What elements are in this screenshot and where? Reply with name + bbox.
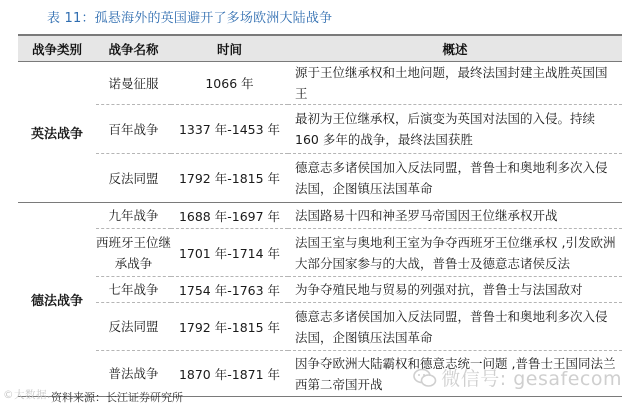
war-time-cell: 1870 年-1871 年 xyxy=(171,351,288,397)
table-row xyxy=(18,154,622,203)
table-row xyxy=(18,277,622,303)
war-time-cell: 1066 年 xyxy=(171,62,288,105)
wechat-icon xyxy=(413,368,437,388)
war-name-cell: 诺曼征服 xyxy=(96,62,171,105)
wechat-watermark xyxy=(413,364,622,391)
table-row xyxy=(18,105,622,154)
table-caption: 表 11：孤悬海外的英国避开了多场欧洲大陆战争 xyxy=(47,11,333,26)
table-row xyxy=(18,229,622,277)
war-time-cell: 1754 年-1763 年 xyxy=(171,277,288,303)
header-time: 时间 xyxy=(171,35,288,62)
war-summary-cell: 法国路易十四和神圣罗马帝国因王位继承权开战 xyxy=(288,203,622,229)
war-summary-cell: 德意志多诸侯国加入反法同盟，普鲁士和奥地利多次入侵法国，企图镇压法国革命 xyxy=(288,154,622,203)
war-name-cell: 九年战争 xyxy=(96,203,171,229)
war-time-cell: 1792 年-1815 年 xyxy=(171,154,288,203)
table-row xyxy=(18,62,622,105)
war-time-cell: 1701 年-1714 年 xyxy=(171,229,288,277)
header-name: 战争名称 xyxy=(96,35,171,62)
war-name-cell: 七年战争 xyxy=(96,277,171,303)
war-summary-cell: 法国王室与奥地利王室为争夺西班牙王位继承权 ,引发欧洲大部分国家参与的大战，普鲁士及德意志诸侯反法 xyxy=(288,229,622,277)
war-summary-cell: 源于王位继承权和土地问题，最终法国封建主战胜英国国王 xyxy=(288,62,622,105)
category-cell: 德法战争 xyxy=(18,203,96,397)
war-time-cell: 1792 年-1815 年 xyxy=(171,303,288,351)
war-summary-cell: 德意志多诸侯国加入反法同盟，普鲁士和奥地利多次入侵法国，企图镇压法国革命 xyxy=(288,303,622,351)
wars-table xyxy=(18,34,622,397)
war-summary-cell: 最初为王位继承权，后演变为英国对法国的入侵。持续 160 多年的战争，最终法国获胜 xyxy=(288,105,622,154)
war-name-cell: 反法同盟 xyxy=(96,303,171,351)
header-category: 战争类别 xyxy=(18,35,96,62)
war-name-cell: 普法战争 xyxy=(96,351,171,397)
war-time-cell: 1688 年-1697 年 xyxy=(171,203,288,229)
table-header-row xyxy=(18,35,622,62)
table-row xyxy=(18,303,622,351)
corner-watermark: ©大数据... xyxy=(3,389,59,401)
war-summary-cell: 因争夺欧洲大陆霸权和德意志统一问题 ,普鲁士王国同法兰西第二帝国开战 xyxy=(288,351,622,397)
wechat-id-text: 微信号: gesafecom xyxy=(441,368,622,390)
war-name-cell: 西班牙王位继承战争 xyxy=(96,229,171,277)
war-summary-cell: 为争夺殖民地与贸易的列强对抗，普鲁士与法国敌对 xyxy=(288,277,622,303)
war-name-cell: 百年战争 xyxy=(96,105,171,154)
header-summary: 概述 xyxy=(288,35,622,62)
war-time-cell: 1337 年-1453 年 xyxy=(171,105,288,154)
category-cell: 英法战争 xyxy=(18,62,96,203)
source-note: 资料来源：长江证券研究所 xyxy=(51,391,183,404)
war-name-cell: 反法同盟 xyxy=(96,154,171,203)
table-row xyxy=(18,203,622,229)
